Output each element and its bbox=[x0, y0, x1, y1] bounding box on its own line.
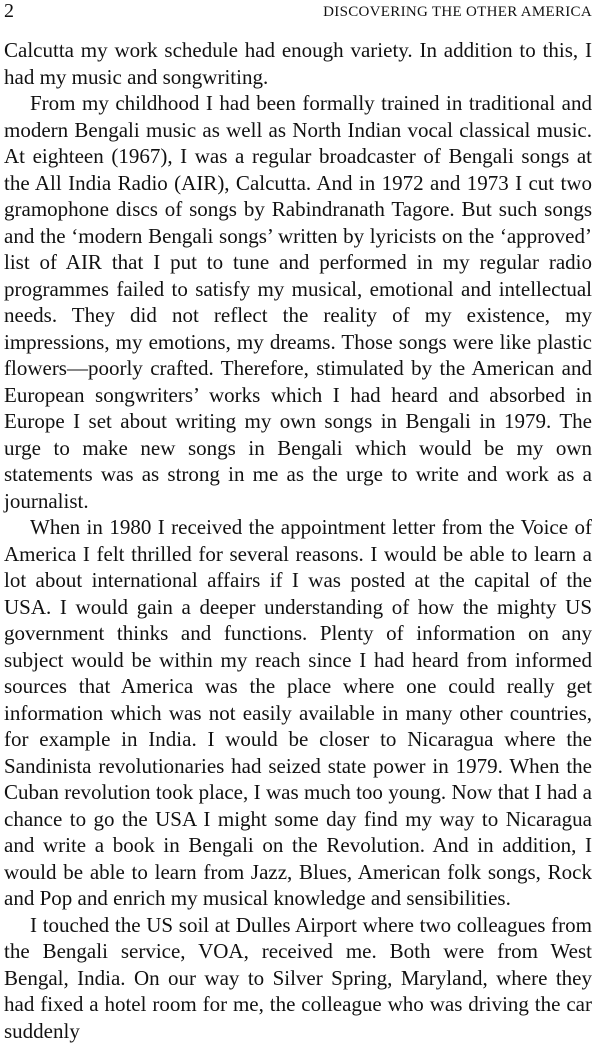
paragraph: From my childhood I had been formally trained in traditional and modern Bengali music as well as North Indian vocal classical music. At eighteen (1967), I was a regular broadcaster of Bengali songs at the All India Radio (AIR), Calcutta. And in 1972 and 1973 I cut two gramophone discs of songs by Rabindranath Tagore. But such songs and the ‘modern Bengali songs’ written by lyricists on the ‘approved’ list of AIR that I put to tune and performed in my regular radio programmes failed to satisfy my musical, emotional and intellectual needs. They did not reflect the reality of my existence, my impressions, my emotions, my dreams. Those songs were like plastic flowers—poorly crafted. Therefore, stimulated by the American and European songwriters’ works which I had heard and absorbed in Europe I set about writing my own songs in Bengali in 1979. The urge to make new songs in Bengali which would be my own statements was as strong in me as the urge to write and work as a journalist. bbox=[4, 90, 592, 514]
paragraph-continued: Calcutta my work schedule had enough variety. In addition to this, I had my music and songwriting. bbox=[4, 37, 592, 90]
book-page bbox=[4, 0, 592, 973]
body-text bbox=[4, 37, 592, 1044]
running-title: DISCOVERING THE OTHER AMERICA bbox=[323, 1, 592, 23]
running-head bbox=[4, 0, 592, 30]
paragraph: I touched the US soil at Dulles Airport where two colleagues from the Bengali service, VOA, received me. Both were from West Bengal, India. On our way to Silver Spring, Maryland, where they had fixed a hotel room for me, the colleague who was driving the car suddenly bbox=[4, 912, 592, 1044]
paragraph: When in 1980 I received the appointment letter from the Voice of America I felt thrilled for several reasons. I would be able to learn a lot about international affairs if I was posted at the capital of the USA. I would gain a deeper understanding of how the mighty US government thinks and functions. Plenty of information on any subject would be within my reach since I had heard from informed sources that America was the place where one could really get information which was not easily available in many other countries, for example in India. I would be closer to Nicaragua where the Sandinista revolutionaries had seized state power in 1979. When the Cuban revolution took place, I was much too young. Now that I had a chance to go the USA I might some day find my way to Nicaragua and write a book in Bengali on the Revolution. And in addition, I would be able to learn from Jazz, Blues, American folk songs, Rock and Pop and enrich my musical knowledge and sensibilities. bbox=[4, 514, 592, 912]
page-number: 2 bbox=[4, 0, 14, 22]
